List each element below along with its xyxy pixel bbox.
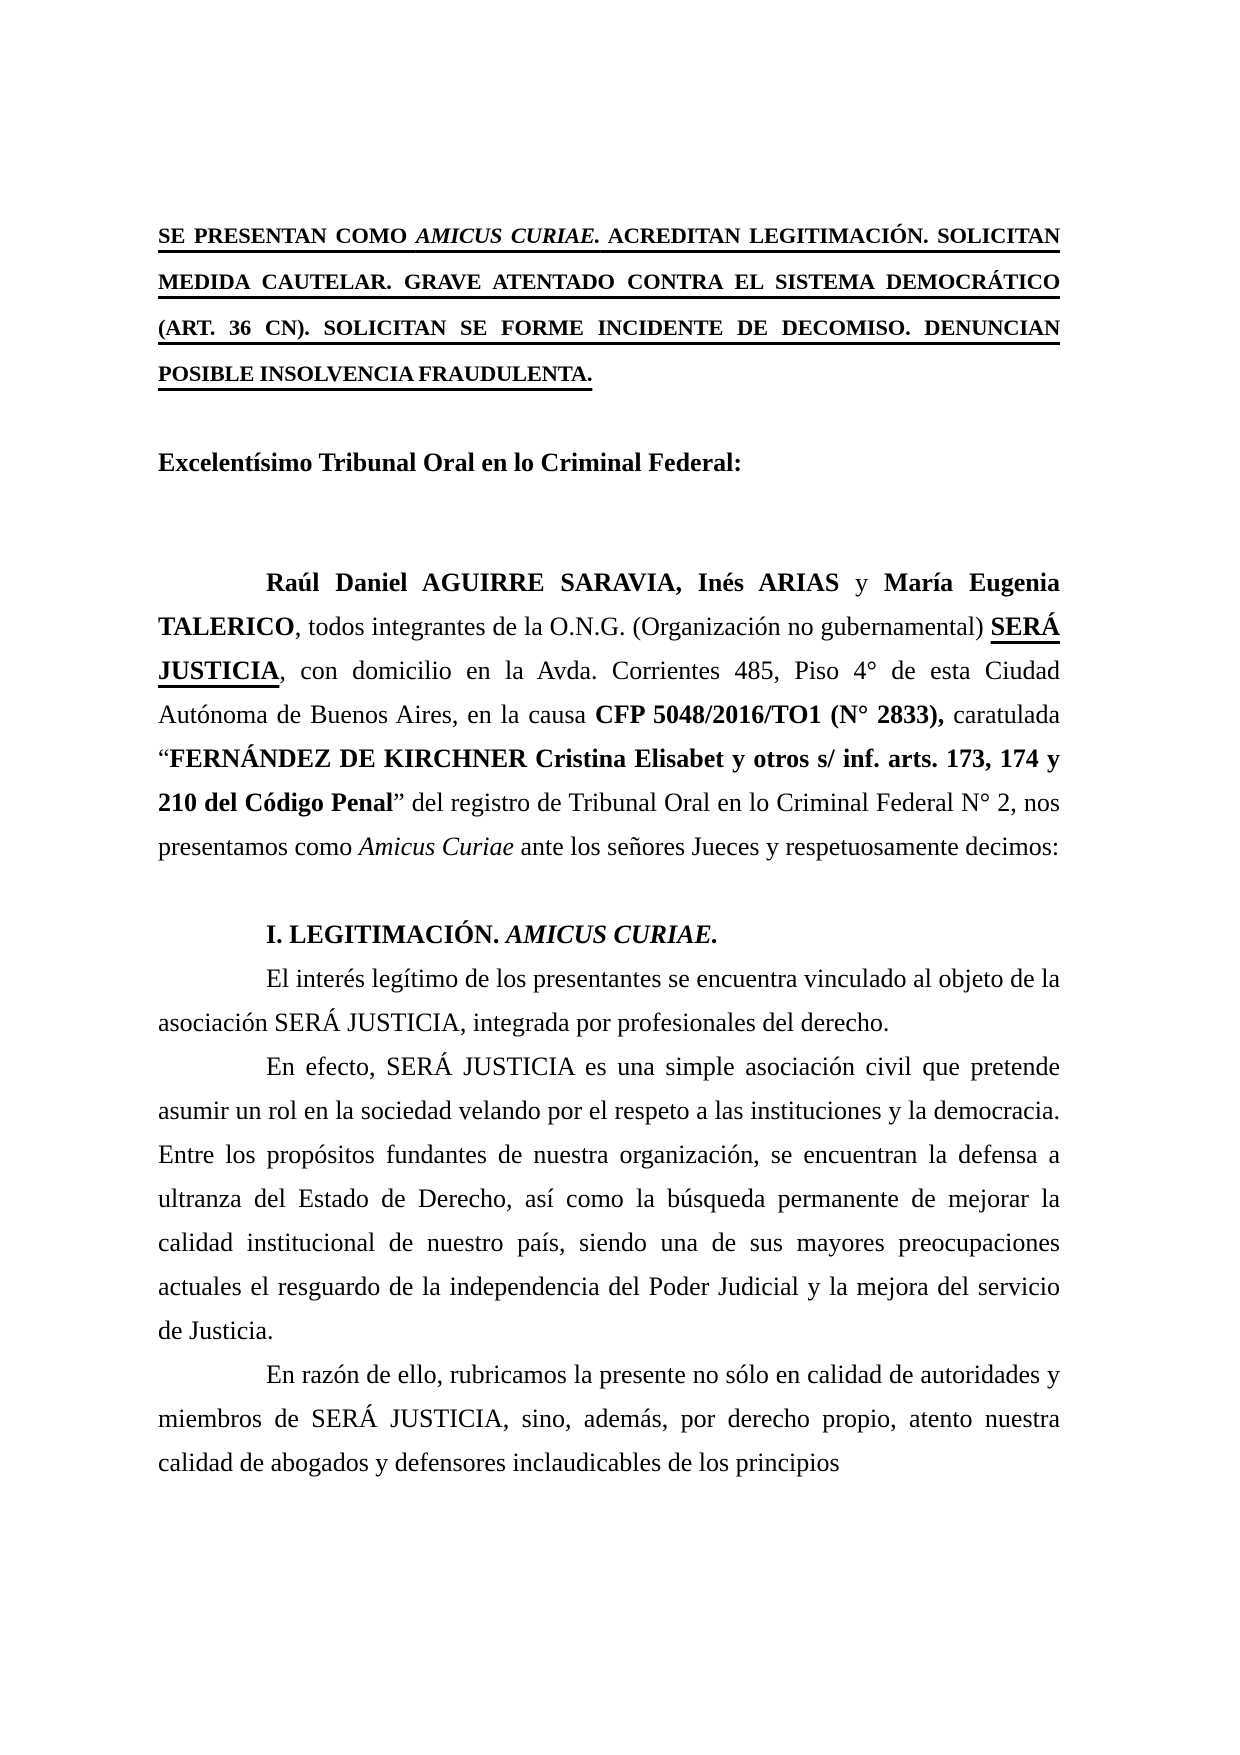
title-run: ACREDITAN LEGITIMACIÓN. SOLICITAN MEDIDA CAUTELAR. GRAVE ATENTADO CONTRA EL SISTEMA DEMOCRÁTICO (ART. 36 CN). SOLICITAN SE FORME INCIDENTE DE DECOMISO. DENUNCIAN POSIBLE INSOLVENCIA FRAUDULENTA.: [158, 223, 1060, 386]
ong-name: SERÁ JUSTICIA: [158, 612, 1060, 685]
text-run: , todos integrantes de la O.N.G. (Organización no gubernamental): [294, 612, 991, 641]
section-heading-label: I. LEGITIMACIÓN.: [266, 920, 506, 949]
case-caption: FERNÁNDEZ DE KIRCHNER Cristina Elisabet y otros s/ inf. arts. 173, 174 y 210 del Código Penal: [158, 744, 1060, 817]
text-run: caratulada “: [158, 700, 1061, 773]
text-run: , con domicilio en la Avda. Corrientes 485, Piso 4° de esta Ciudad Autónoma de Buenos Aires, en la causa: [158, 656, 1060, 729]
body-paragraph: En efecto, SERÁ JUSTICIA es una simple asociación civil que pretende asumir un rol en la sociedad velando por el respeto a las instituciones y la democracia. Entre los propósitos fundantes de nuestra organización, se encuentran la defensa a ultranza del Estado de Derecho, así como la búsqueda permanente de mejorar la calidad institucional de nuestro país, siendo una de sus mayores preocupaciones actuales el resguardo de la independencia del Poder Judicial y la mejora del servicio de Justicia.: [158, 1052, 1060, 1345]
body-paragraph: El interés legítimo de los presentantes se encuentra vinculado al objeto de la asociación SERÁ JUSTICIA, integrada por profesionales del derecho.: [158, 964, 1060, 1037]
body-paragraph: En razón de ello, rubricamos la presente no sólo en calidad de autoridades y miembros de SERÁ JUSTICIA, sino, además, por derecho propio, atento nuestra calidad de abogados y defensores inclaudicables de los principios: [158, 1360, 1060, 1477]
title-run: SE PRESENTAN COMO: [158, 223, 416, 248]
title-latin-phrase: AMICUS CURIAE.: [415, 223, 601, 248]
presenter-names: Raúl Daniel AGUIRRE SARAVIA, Inés ARIAS: [266, 568, 840, 597]
text-run: ” del registro de Tribunal Oral en lo Criminal Federal N° 2, nos presentamos como: [158, 788, 1060, 861]
section-heading-latin: AMICUS CURIAE.: [505, 920, 719, 949]
document-title: [158, 213, 1060, 397]
section-heading: [158, 913, 1060, 957]
text-run: y: [839, 568, 884, 597]
intro-paragraph: [158, 561, 1060, 869]
text-run: ante los señores Jueces y respetuosamente decimos:: [514, 832, 1060, 861]
case-number: CFP 5048/2016/TO1 (N° 2833),: [594, 700, 945, 729]
presenter-name: María Eugenia TALERICO: [158, 568, 1060, 641]
court-salutation: Excelentísimo Tribunal Oral en lo Criminal Federal:: [158, 448, 742, 477]
latin-phrase: Amicus Curiae: [358, 832, 514, 861]
